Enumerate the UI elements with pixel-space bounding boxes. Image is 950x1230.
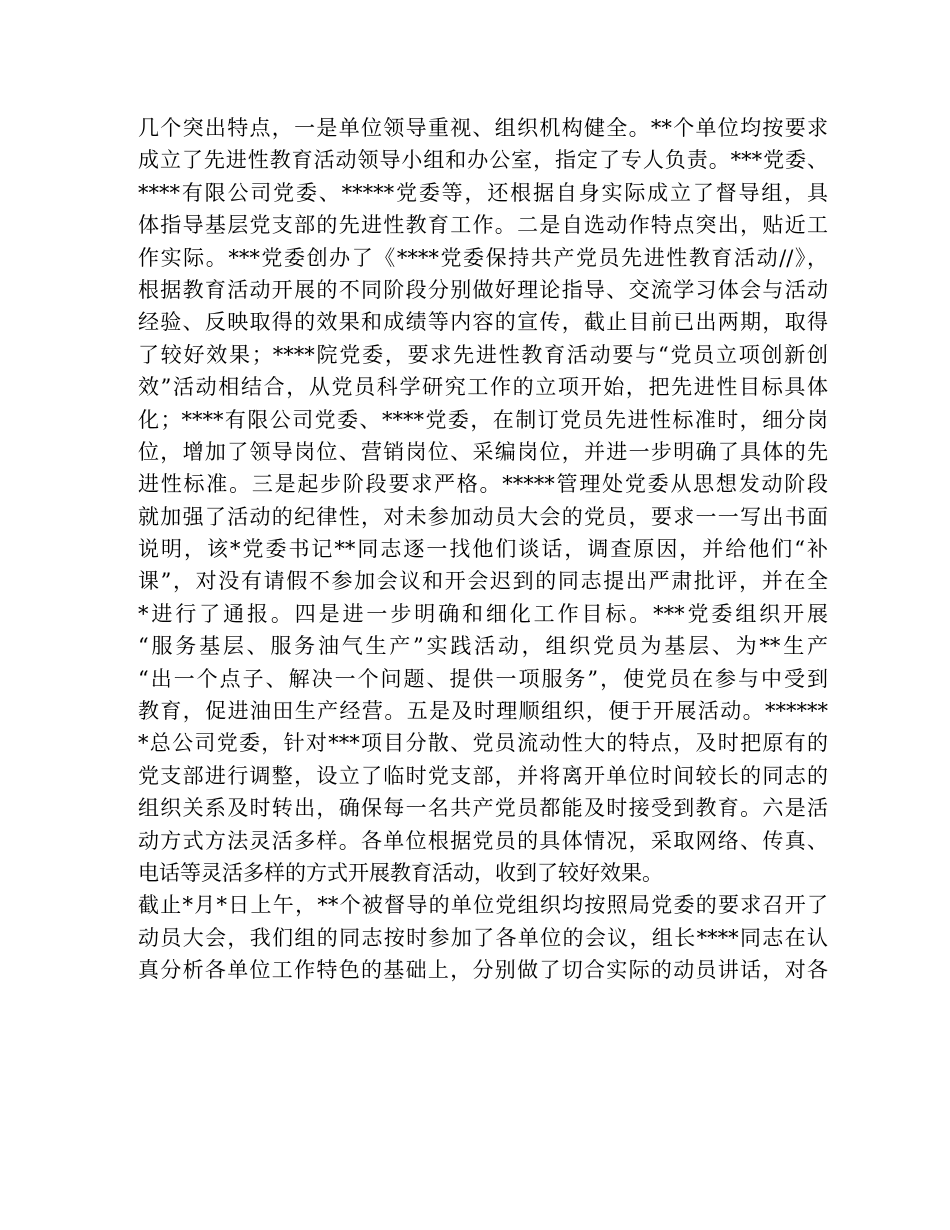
text-line: 动员大会，我们组的同志按时参加了各单位的会议，组长****同志在认 bbox=[138, 925, 828, 950]
text-line: 电话等灵活多样的方式开展教育活动，收到了较好效果。 bbox=[138, 860, 663, 885]
text-line: *总公司党委，针对***项目分散、党员流动性大的特点，及时把原有的 bbox=[138, 731, 828, 756]
document-text-body bbox=[138, 112, 828, 987]
text-line: 位，增加了领导岗位、营销岗位、采编岗位，并进一步明确了具体的先 bbox=[138, 439, 828, 464]
text-line: 真分析各单位工作特色的基础上，分别做了切合实际的动员讲话，对各 bbox=[138, 958, 828, 983]
text-line: 体指导基层党支部的先进性教育工作。二是自选动作特点突出，贴近工 bbox=[138, 213, 828, 238]
text-line: 就加强了活动的纪律性，对未参加动员大会的党员，要求一一写出书面 bbox=[138, 504, 828, 529]
text-line: 效”活动相结合，从党员科学研究工作的立项开始，把先进性目标具体 bbox=[138, 375, 828, 400]
text-line: 化；****有限公司党委、****党委，在制订党员先进性标准时，细分岗 bbox=[138, 407, 828, 432]
text-line: 课”，对没有请假不参加会议和开会迟到的同志提出严肃批评，并在全 bbox=[138, 569, 828, 594]
text-line: 组织关系及时转出，确保每一名共产党员都能及时接受到教育。六是活 bbox=[138, 796, 828, 821]
text-line: ****有限公司党委、*****党委等，还根据自身实际成立了督导组，具 bbox=[138, 180, 828, 205]
text-line: 成立了先进性教育活动领导小组和办公室，指定了专人负责。***党委、 bbox=[138, 148, 828, 173]
text-line: 教育，促进油田生产经营。五是及时理顺组织，便于开展活动。****** bbox=[138, 699, 828, 724]
text-line: “出一个点子、解决一个问题、提供一项服务”，使党员在参与中受到 bbox=[138, 666, 828, 691]
text-line: 截止*月*日上午，**个被督导的单位党组织均按照局党委的要求召开了 bbox=[138, 893, 828, 918]
text-line: 经验、反映取得的效果和成绩等内容的宣传，截止目前已出两期，取得 bbox=[138, 310, 828, 335]
text-line: “服务基层、服务油气生产”实践活动，组织党员为基层、为**生产 bbox=[138, 634, 828, 659]
text-line: 几个突出特点，一是单位领导重视、组织机构健全。**个单位均按要求 bbox=[138, 116, 828, 140]
text-line: 作实际。***党委创办了《****党委保持共产党员先进性教育活动//》， bbox=[138, 245, 828, 270]
text-line: 根据教育活动开展的不同阶段分别做好理论指导、交流学习体会与活动 bbox=[138, 277, 828, 302]
text-line: 说明，该*党委书记**同志逐一找他们谈话，调查原因，并给他们“补 bbox=[138, 537, 828, 562]
text-line: 进性标准。三是起步阶段要求严格。*****管理处党委从思想发动阶段 bbox=[138, 472, 828, 497]
text-line: *进行了通报。四是进一步明确和细化工作目标。***党委组织开展 bbox=[138, 601, 828, 626]
text-line: 了较好效果；****院党委，要求先进性教育活动要与“党员立项创新创 bbox=[138, 342, 828, 367]
text-line: 党支部进行调整，设立了临时党支部，并将离开单位时间较长的同志的 bbox=[138, 763, 828, 788]
text-line: 动方式方法灵活多样。各单位根据党员的具体情况，采取网络、传真、 bbox=[138, 828, 828, 853]
